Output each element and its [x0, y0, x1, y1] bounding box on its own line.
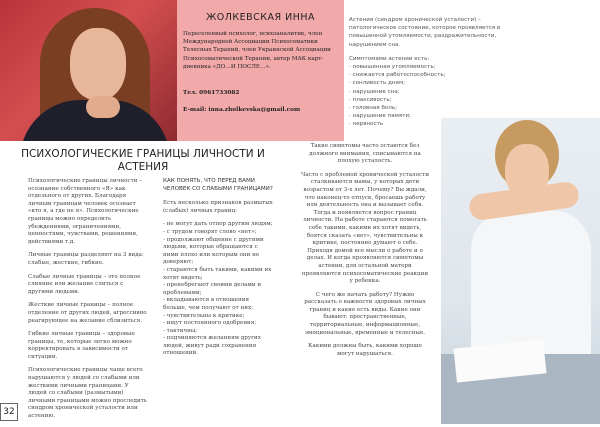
list-item: · головная боль; — [349, 105, 398, 112]
list-item: · снижается работоспособность; — [349, 72, 446, 79]
page-number: 32 — [0, 403, 18, 421]
paragraph: Часто с проблемой хронической усталости сталкиваются мамы, у которых дети возрастом от 3-х лет. Почему? Вы ждали, что наконец-то отпуск, бросаешь работу или деятельность она и вызывает себя. Тогда и появляется вопрос границ личности. На работе стараются помогать себе такими, какими их хотят видеть, боятся сказать «нет», чувствительны к критике, постоянно думают о себе. Приходя домой все мысли о работе и о делах. И когда проявляются симптомы астении, для остальной матери проявляются психосоматические реакции у ребенка. — [301, 171, 429, 285]
paragraph: Какими должны быть, какими хорошо могут нарушаться. — [308, 343, 422, 357]
article-title: ПСИХОЛОГИЧЕСКИЕ ГРАНИЦЫ ЛИЧНОСТИ И АСТЕНИЯ — [21, 148, 265, 173]
paragraph: Есть несколько признаков размытых (слабых) личных границ: — [163, 200, 273, 214]
list-item: · плаксивость; — [349, 96, 392, 103]
author-bio: Переселенный психолог, психоаналитик, член Международной Ассоциации Психосоматики Телесных Терапий, член Украинской Ассоциации Психосоматической Терапии, автор МАК карт-дневника «ДО…И ПОСЛЕ…». — [183, 31, 331, 70]
list-item: - ищут постоянного одобрения; — [163, 320, 257, 327]
author-photo-hand — [86, 96, 120, 118]
paragraph: Такие симптомы часто остаются без должного внимания, списываются на плохую усталость. — [309, 143, 421, 165]
article-column-2 — [163, 178, 273, 358]
list-item: - вкладываются в отношения больше, чем получают от них; — [163, 297, 253, 311]
column-subheading: КАК ПОНЯТЬ, ЧТО ПЕРЕД ВАМИ ЧЕЛОВЕК СО СЛАБЫМИ ГРАНИЦАМИ? — [163, 178, 273, 192]
author-photo-face — [70, 28, 126, 100]
paragraph: С чего же начать работу? Нужно рассказать о важности здоровых личных границ и какие есть виды. Какие они бывают: пространственные, территориальные, информационные, эмоциональные, временные и телесные. — [304, 291, 426, 336]
author-name: ЖОЛКЕВСКАЯ ИННА — [205, 12, 315, 23]
list-item: - тактичны; — [163, 327, 198, 334]
paragraph: Психологические границы личности – осознание собственного «Я» как отдельного от других. Благодаря личным границам человек осознает «кто я, а где не я». Психологические границы можно определить убеждениями, ограничениями, ценностями, чувствами, решениями, действиями т.д. — [28, 178, 143, 245]
paragraph: Гибкие личные границы – здоровые границы, те, которые легко можно корректировать в зависимости от ситуации. — [28, 331, 135, 360]
list-item: - продолжают общение с другими людьми, которые обращаются с ними плохо или которым они не доверяют; — [163, 236, 264, 266]
article-column-3 — [300, 143, 430, 364]
tired-woman-photo — [441, 118, 600, 424]
list-item: - подчиняются желаниям других людей, живут ради сохранения отношений. — [163, 335, 261, 357]
author-info-box — [177, 0, 344, 141]
list-item: - с трудом говорят слово «нет»; — [163, 228, 257, 235]
photo-body — [471, 210, 591, 360]
list-item: · нервность — [349, 121, 384, 128]
article-column-1 — [28, 178, 148, 427]
list-item: · повышенная утомляемость; — [349, 64, 436, 71]
paragraph: Личные границы разделяют на 3 вида: слабые, жесткие, гибкие. — [28, 252, 144, 266]
symptoms-list-title: Симптомами астении есть: — [349, 55, 430, 62]
author-photo — [0, 0, 177, 141]
list-item: · сонливость днем; — [349, 80, 406, 87]
list-item: - не могут дать отпор другим людям; — [163, 221, 273, 228]
paragraph: Слабые личные границы – это полное слияние или желание слиться с другими людьми. — [28, 273, 141, 295]
list-item: - пренебрегают своими делами и проблемами; — [163, 282, 262, 296]
list-item: · нарушение памяти; — [349, 113, 412, 120]
paragraph: Жесткие личные границы – полное отделение от других людей, агрессивно реагирующее на желание сблизиться. — [28, 302, 147, 324]
symptoms-block — [349, 16, 504, 129]
list-item: - стараются быть такими, какими их хотят видеть; — [163, 266, 272, 281]
author-phone: Тел. 0961733082 — [183, 90, 240, 96]
paragraph: Психологические границы чаще всего нарушаются у людей со слабыми или жесткими личными границами. У людей со слабыми (размытыми) личными границами можно проследить синдром хронической усталости или астению. — [28, 367, 147, 420]
list-item: · нарушение сна; — [349, 88, 400, 95]
symptoms-intro: Астения (синдром хронической усталости) – патологическое состояние, которое проявляется в повышенной утомляемости, раздражительности, нарушением сна. — [349, 17, 501, 48]
author-email: E-mail: inna.zholkevska@gmail.com — [183, 107, 301, 113]
list-item: - чувствительны к критике; — [163, 312, 245, 319]
